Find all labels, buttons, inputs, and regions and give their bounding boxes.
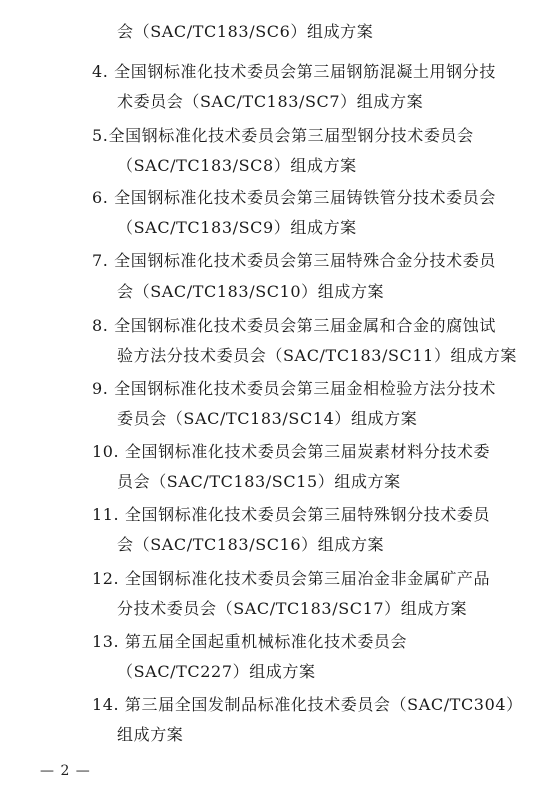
list-item-8: 8. 全国钢标准化技术委员会第三届金属和合金的腐蚀试 xyxy=(92,316,496,335)
list-item-6-continuation: （SAC/TC183/SC9）组成方案 xyxy=(117,218,357,237)
list-item-14: 14. 第三届全国发制品标准化技术委员会（SAC/TC304） xyxy=(92,695,523,714)
list-item-8-continuation: 验方法分技术委员会（SAC/TC183/SC11）组成方案 xyxy=(117,346,517,365)
list-item-5: 5.全国钢标准化技术委员会第三届型钢分技术委员会 xyxy=(92,126,474,145)
list-item-7-continuation: 会（SAC/TC183/SC10）组成方案 xyxy=(117,282,385,301)
list-item-3-continuation: 会（SAC/TC183/SC6）组成方案 xyxy=(117,22,374,41)
list-item-11: 11. 全国钢标准化技术委员会第三届特殊钢分技术委员 xyxy=(92,505,491,524)
list-item-12: 12. 全国钢标准化技术委员会第三届冶金非金属矿产品 xyxy=(92,569,491,588)
list-item-10: 10. 全国钢标准化技术委员会第三届炭素材料分技术委 xyxy=(92,442,491,461)
list-item-4: 4. 全国钢标准化技术委员会第三届钢筋混凝土用钢分技 xyxy=(92,62,496,81)
list-item-13: 13. 第五届全国起重机械标准化技术委员会 xyxy=(92,632,408,651)
list-item-4-continuation: 术委员会（SAC/TC183/SC7）组成方案 xyxy=(117,92,424,111)
list-item-14-continuation: 组成方案 xyxy=(117,725,184,744)
list-item-13-continuation: （SAC/TC227）组成方案 xyxy=(117,662,316,681)
list-item-6: 6. 全国钢标准化技术委员会第三届铸铁管分技术委员会 xyxy=(92,188,496,207)
list-item-9: 9. 全国钢标准化技术委员会第三届金相检验方法分技术 xyxy=(92,379,496,398)
list-item-7: 7. 全国钢标准化技术委员会第三届特殊合金分技术委员 xyxy=(92,251,496,270)
list-item-5-continuation: （SAC/TC183/SC8）组成方案 xyxy=(117,156,357,175)
list-item-12-continuation: 分技术委员会（SAC/TC183/SC17）组成方案 xyxy=(117,599,468,618)
list-item-11-continuation: 会（SAC/TC183/SC16）组成方案 xyxy=(117,535,385,554)
page-number: — 2 — xyxy=(40,763,91,779)
list-item-10-continuation: 员会（SAC/TC183/SC15）组成方案 xyxy=(117,472,401,491)
list-item-9-continuation: 委员会（SAC/TC183/SC14）组成方案 xyxy=(117,409,418,428)
